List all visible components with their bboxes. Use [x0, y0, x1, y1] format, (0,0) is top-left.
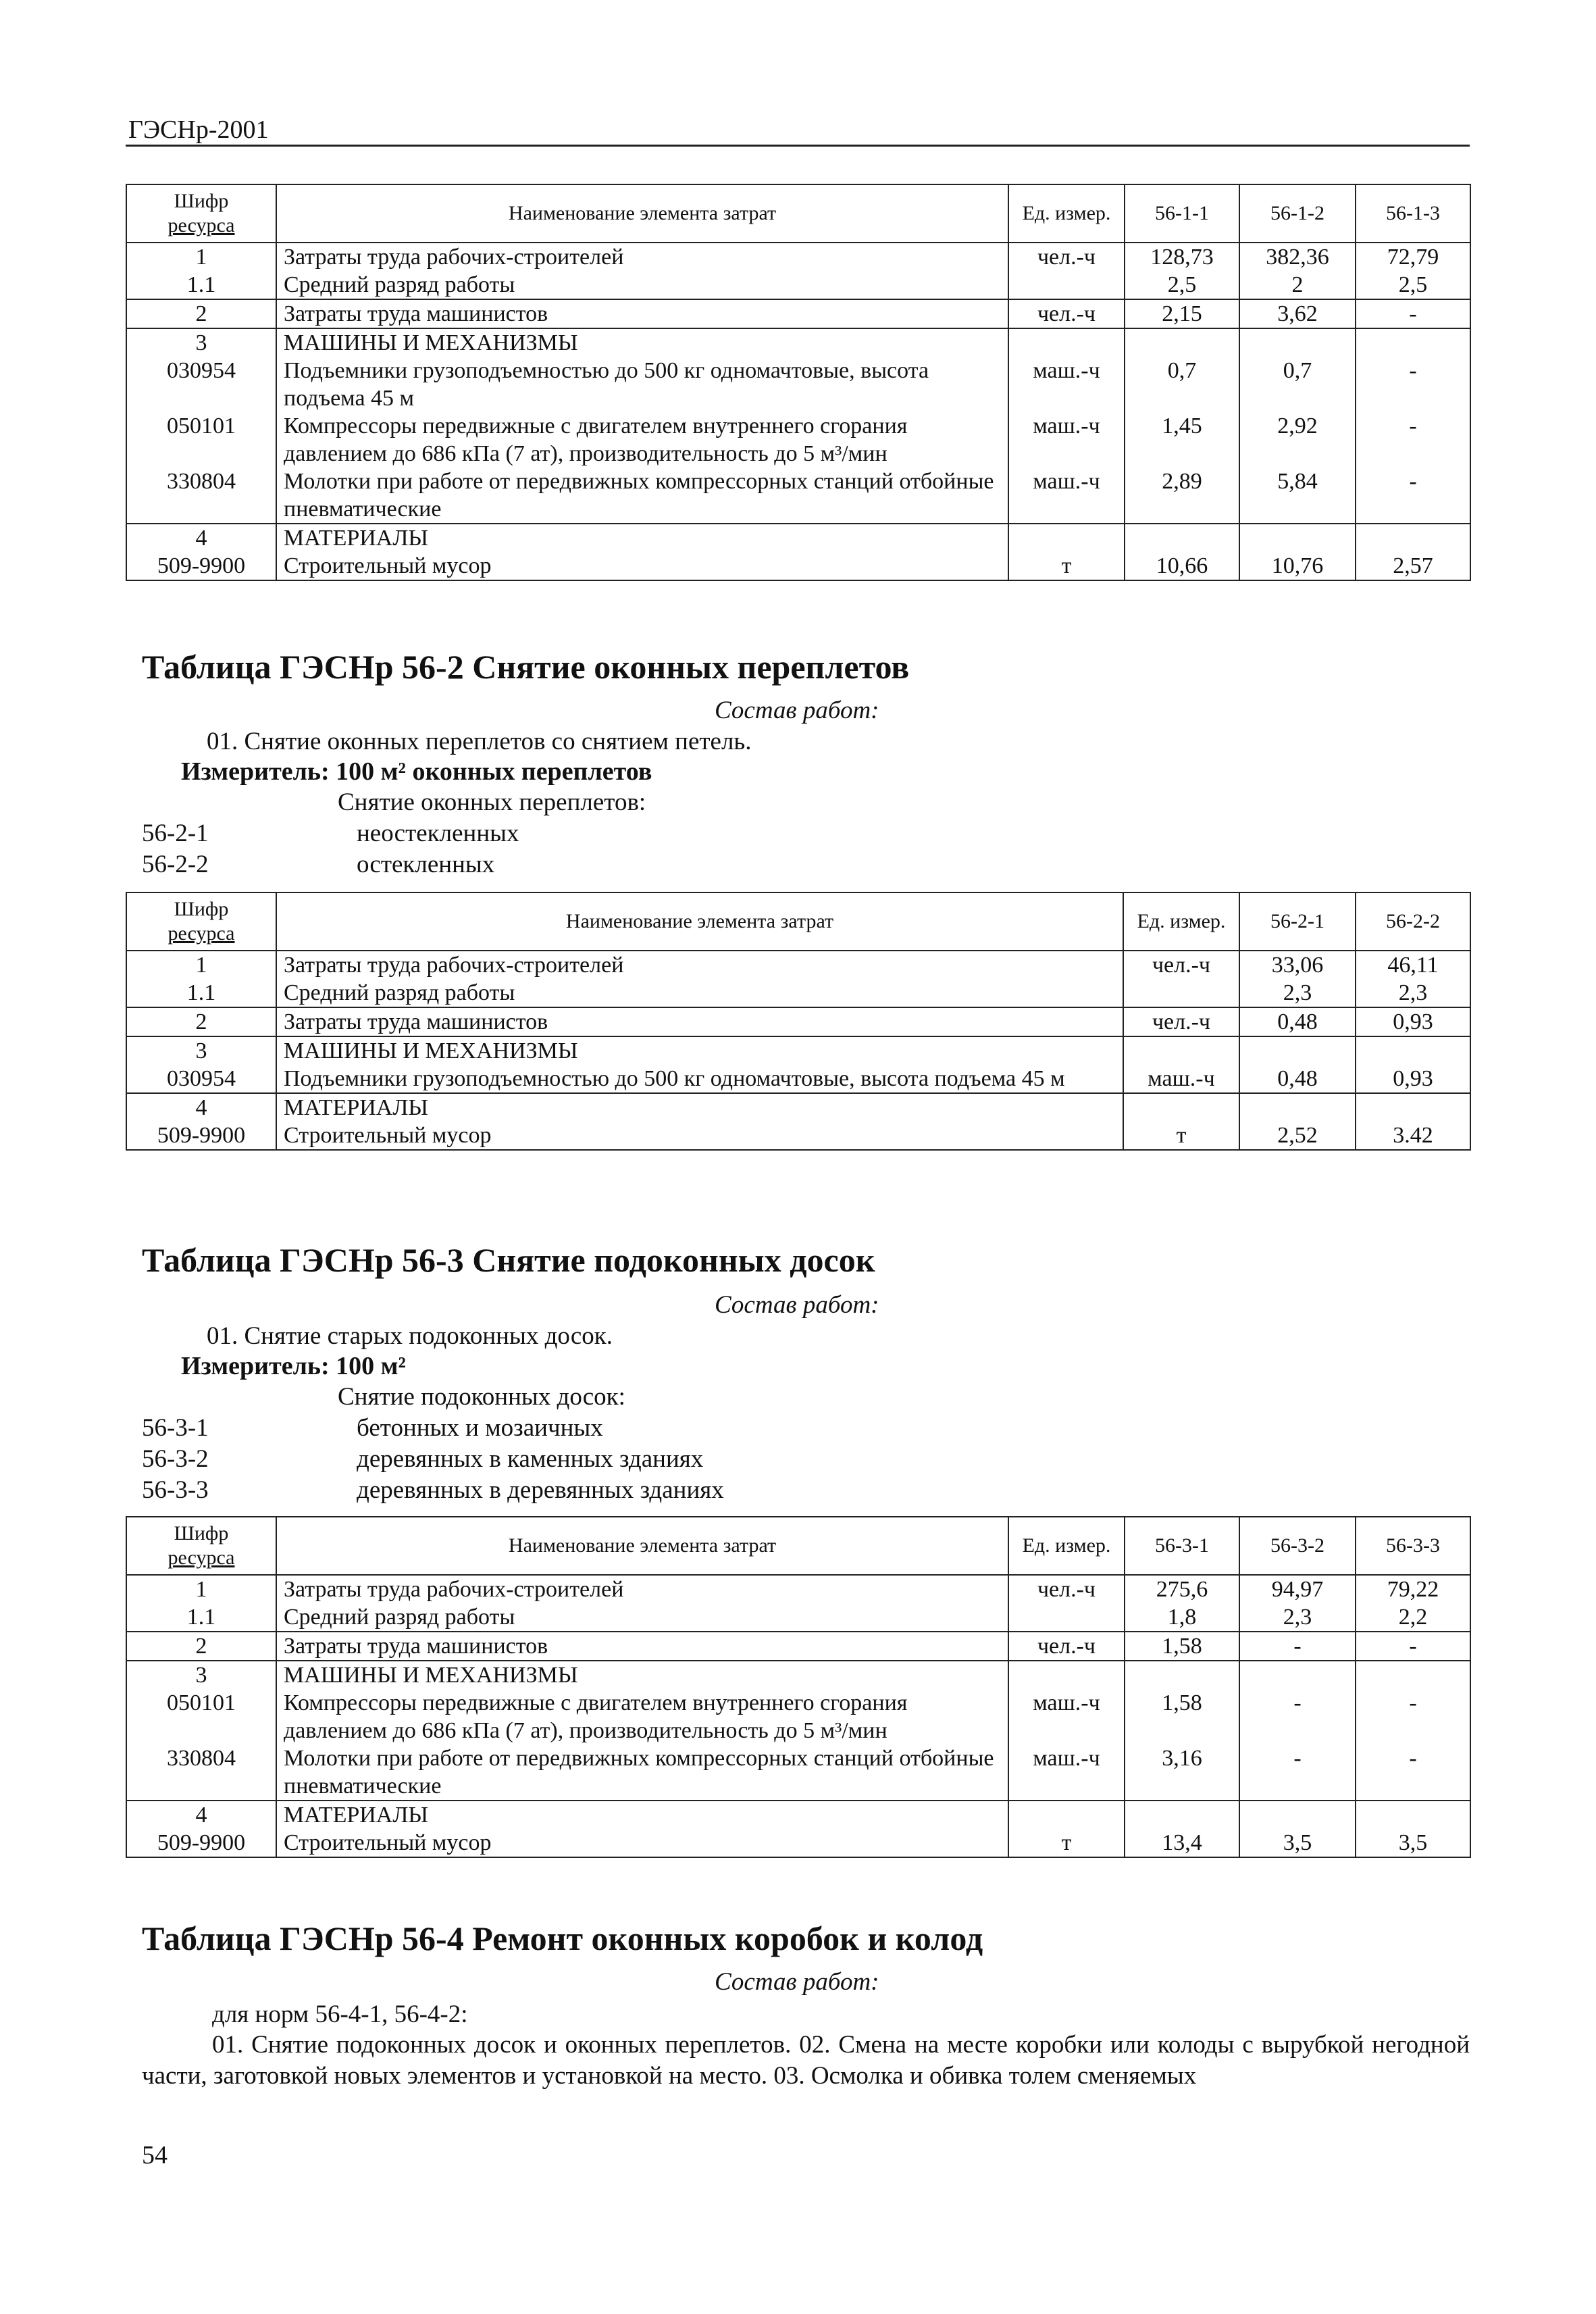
cell-value: 10,66	[1125, 552, 1239, 580]
table-row	[126, 1603, 1470, 1632]
col-header-norm: 56-1-1	[1125, 184, 1239, 243]
cell-name: Строительный мусор	[276, 1829, 1008, 1857]
cell-value: -	[1356, 1689, 1470, 1744]
cell-unit: т	[1123, 1122, 1239, 1150]
cell-value: -	[1356, 412, 1470, 468]
cell-value	[1125, 1801, 1239, 1829]
cell-group-heading: МАТЕРИАЛЫ	[276, 524, 1008, 552]
col-header-norm: 56-1-2	[1239, 184, 1356, 243]
table-row	[126, 271, 1470, 299]
cell-value: 1,8	[1125, 1603, 1239, 1632]
cell-value: 3,16	[1125, 1744, 1239, 1801]
cell-name: Средний разряд работы	[276, 979, 1123, 1007]
norm-code: 56-3-1	[142, 1414, 209, 1442]
norm-list-lead: Снятие оконных переплетов:	[338, 788, 646, 816]
cell-name: Затраты труда машинистов	[276, 1007, 1123, 1036]
cell-code: 3	[126, 1036, 276, 1065]
norm-table-56-3	[126, 1516, 1471, 1858]
cell-value: 2,89	[1125, 468, 1239, 524]
running-header: ГЭСНр-2001	[128, 116, 269, 144]
cell-name: Молотки при работе от передвижных компрессорных станций отбойные пневматические	[276, 468, 1008, 524]
cell-value: 3.42	[1356, 1122, 1470, 1150]
cell-value: 2,5	[1125, 271, 1239, 299]
cell-code: 3	[126, 1661, 276, 1689]
cell-code: 509-9900	[126, 1829, 276, 1857]
work-step: 01. Снятие оконных переплетов со снятием петель.	[207, 728, 752, 755]
cell-unit	[1008, 524, 1125, 552]
table-header-row	[126, 1517, 1470, 1575]
table-row	[126, 468, 1470, 524]
cell-name: Подъемники грузоподъемностью до 500 кг одномачтовые, высота подъема 45 м	[276, 357, 1008, 412]
col-header-norm: 56-3-2	[1239, 1517, 1356, 1575]
norm-code: 56-3-2	[142, 1445, 209, 1473]
norms-reference: для норм 56-4-1, 56-4-2:	[212, 2001, 468, 2028]
cell-code: 030954	[126, 357, 276, 412]
cell-name: Затраты труда машинистов	[276, 1632, 1008, 1661]
table-title-56-3: Таблица ГЭСНр 56-3 Снятие подоконных досок	[142, 1241, 875, 1279]
cell-group-heading: МАТЕРИАЛЫ	[276, 1093, 1123, 1122]
header-rule	[126, 145, 1470, 147]
cell-value: 1,58	[1125, 1689, 1239, 1744]
cell-value: 2	[1239, 271, 1356, 299]
cell-code: 2	[126, 299, 276, 328]
cell-name: Молотки при работе от передвижных компрессорных станций отбойные пневматические	[276, 1744, 1008, 1801]
cell-unit: маш.-ч	[1008, 468, 1125, 524]
col-header-code: Шифр ресурса	[126, 892, 276, 951]
cell-value	[1356, 1661, 1470, 1689]
work-composition-label: Состав работ:	[715, 1968, 879, 1996]
cell-value: 0,7	[1125, 357, 1239, 412]
cell-value: -	[1356, 357, 1470, 412]
col-header-norm: 56-2-2	[1356, 892, 1470, 951]
norm-code: 56-2-2	[142, 851, 209, 878]
norm-item	[142, 1476, 724, 1505]
cell-value	[1125, 524, 1239, 552]
cell-value: 1,58	[1125, 1632, 1239, 1661]
cell-value: 0,48	[1239, 1007, 1356, 1036]
cell-value: 0,93	[1356, 1065, 1470, 1093]
table-title-56-4: Таблица ГЭСНр 56-4 Ремонт оконных коробок и колод	[142, 1919, 983, 1957]
table-row	[126, 524, 1470, 552]
table-row	[126, 1065, 1470, 1093]
table-row	[126, 328, 1470, 357]
cell-code: 050101	[126, 1689, 276, 1744]
cell-value	[1239, 1093, 1356, 1122]
cell-code: 4	[126, 1093, 276, 1122]
cell-name: Компрессоры передвижные с двигателем внутреннего сгорания давлением до 686 кПа (7 ат), производительность до 5 м³/мин	[276, 412, 1008, 468]
cell-value: 382,36	[1239, 243, 1356, 271]
col-header-name: Наименование элемента затрат	[276, 1517, 1008, 1575]
cell-value: 5,84	[1239, 468, 1356, 524]
cell-name: Затраты труда рабочих-строителей	[276, 1575, 1008, 1603]
cell-value: 13,4	[1125, 1829, 1239, 1857]
table-row	[126, 1744, 1470, 1801]
norm-name: остекленных	[357, 851, 495, 878]
cell-code: 1.1	[126, 271, 276, 299]
cell-value: -	[1356, 468, 1470, 524]
cell-unit	[1008, 1801, 1125, 1829]
cell-value: 2,92	[1239, 412, 1356, 468]
cell-unit: маш.-ч	[1008, 1689, 1125, 1744]
cell-value	[1356, 1093, 1470, 1122]
col-header-name: Наименование элемента затрат	[276, 892, 1123, 951]
cell-value: 2,15	[1125, 299, 1239, 328]
col-header-code: Шифр ресурса	[126, 184, 276, 243]
cell-unit	[1123, 1036, 1239, 1065]
cell-value: 3,5	[1239, 1829, 1356, 1857]
norm-item	[142, 1444, 704, 1474]
cell-code: 1.1	[126, 1603, 276, 1632]
table-header-row	[126, 892, 1470, 951]
page-number: 54	[142, 2141, 168, 2169]
cell-name: Подъемники грузоподъемностью до 500 кг одномачтовые, высота подъема 45 м	[276, 1065, 1123, 1093]
cell-value	[1239, 328, 1356, 357]
table-row	[126, 1007, 1470, 1036]
cell-value: 2,57	[1356, 552, 1470, 580]
col-header-unit: Ед. измер.	[1008, 1517, 1125, 1575]
cell-name: Средний разряд работы	[276, 271, 1008, 299]
cell-name: Средний разряд работы	[276, 1603, 1008, 1632]
cell-value: 2,52	[1239, 1122, 1356, 1150]
work-composition-label: Состав работ:	[715, 1291, 879, 1319]
norm-name: деревянных в деревянных зданиях	[357, 1476, 724, 1504]
cell-value: 46,11	[1356, 951, 1470, 979]
measure-unit: Измеритель: 100 м² оконных переплетов	[181, 757, 652, 786]
cell-unit: чел.-ч	[1008, 299, 1125, 328]
cell-code: 509-9900	[126, 552, 276, 580]
cell-unit	[1123, 979, 1239, 1007]
cell-value	[1356, 1801, 1470, 1829]
cell-value	[1125, 328, 1239, 357]
table-row	[126, 243, 1470, 271]
table-row	[126, 951, 1470, 979]
cell-value: 1,45	[1125, 412, 1239, 468]
cell-unit	[1008, 328, 1125, 357]
cell-value	[1239, 1661, 1356, 1689]
cell-unit: чел.-ч	[1123, 951, 1239, 979]
table-row	[126, 1093, 1470, 1122]
cell-unit: маш.-ч	[1008, 357, 1125, 412]
cell-code: 050101	[126, 412, 276, 468]
table-row	[126, 979, 1470, 1007]
cell-unit: чел.-ч	[1008, 1575, 1125, 1603]
table-row	[126, 1661, 1470, 1689]
cell-value: -	[1239, 1632, 1356, 1661]
norm-code: 56-2-1	[142, 820, 209, 847]
cell-value: 72,79	[1356, 243, 1470, 271]
cell-value	[1239, 1036, 1356, 1065]
cell-code: 030954	[126, 1065, 276, 1093]
cell-group-heading: МАШИНЫ И МЕХАНИЗМЫ	[276, 1036, 1123, 1065]
cell-value: 2,3	[1356, 979, 1470, 1007]
cell-unit	[1008, 271, 1125, 299]
cell-unit	[1008, 1661, 1125, 1689]
norm-item	[142, 819, 519, 848]
norm-name: неостекленных	[357, 820, 519, 847]
table-row	[126, 1829, 1470, 1857]
table-row	[126, 1632, 1470, 1661]
cell-code: 1	[126, 243, 276, 271]
col-header-norm: 56-3-3	[1356, 1517, 1470, 1575]
cell-unit: т	[1008, 1829, 1125, 1857]
norm-table-56-1	[126, 184, 1471, 581]
cell-value: 3,5	[1356, 1829, 1470, 1857]
cell-unit: чел.-ч	[1008, 243, 1125, 271]
measure-unit: Измеритель: 100 м²	[181, 1352, 406, 1380]
col-header-name: Наименование элемента затрат	[276, 184, 1008, 243]
table-row	[126, 1036, 1470, 1065]
cell-value	[1356, 328, 1470, 357]
cell-value: 2,3	[1239, 1603, 1356, 1632]
cell-name: Затраты труда машинистов	[276, 299, 1008, 328]
cell-name: Компрессоры передвижные с двигателем внутреннего сгорания давлением до 686 кПа (7 ат), производительность до 5 м³/мин	[276, 1689, 1008, 1744]
work-composition-label: Состав работ:	[715, 697, 879, 724]
col-header-code: Шифр ресурса	[126, 1517, 276, 1575]
table-row	[126, 552, 1470, 580]
norm-item	[142, 1413, 603, 1442]
cell-code: 4	[126, 524, 276, 552]
cell-code: 2	[126, 1007, 276, 1036]
cell-value: 275,6	[1125, 1575, 1239, 1603]
cell-unit: маш.-ч	[1008, 1744, 1125, 1801]
table-header-row	[126, 184, 1470, 243]
cell-code: 1	[126, 1575, 276, 1603]
cell-name: Затраты труда рабочих-строителей	[276, 243, 1008, 271]
norm-code: 56-3-3	[142, 1476, 209, 1504]
cell-value: 0,7	[1239, 357, 1356, 412]
cell-code: 509-9900	[126, 1122, 276, 1150]
cell-value	[1356, 524, 1470, 552]
cell-value: -	[1356, 299, 1470, 328]
table-row	[126, 1575, 1470, 1603]
cell-unit: чел.-ч	[1123, 1007, 1239, 1036]
cell-code: 1.1	[126, 979, 276, 1007]
cell-value: 128,73	[1125, 243, 1239, 271]
norm-list-lead: Снятие подоконных досок:	[338, 1383, 625, 1411]
table-row	[126, 1689, 1470, 1744]
cell-value: 3,62	[1239, 299, 1356, 328]
cell-value	[1239, 524, 1356, 552]
cell-unit: маш.-ч	[1008, 412, 1125, 468]
table-row	[126, 357, 1470, 412]
cell-value: 0,48	[1239, 1065, 1356, 1093]
cell-code: 330804	[126, 1744, 276, 1801]
cell-value	[1239, 1801, 1356, 1829]
cell-value: 0,93	[1356, 1007, 1470, 1036]
norm-name: бетонных и мозаичных	[357, 1414, 603, 1442]
cell-code: 4	[126, 1801, 276, 1829]
cell-value	[1356, 1036, 1470, 1065]
work-description: 01. Снятие подоконных досок и оконных переплетов. 02. Смена на месте коробки или колоды с вырубкой негодной части, заготовкой новых элементов и установкой на место. 03. Осмолка и обивка толем сменяемых	[142, 2031, 1470, 2090]
cell-value: 2,2	[1356, 1603, 1470, 1632]
work-step: 01. Снятие старых подоконных досок.	[207, 1322, 613, 1350]
table-title-56-2: Таблица ГЭСНр 56-2 Снятие оконных переплетов	[142, 648, 910, 686]
cell-name: Затраты труда рабочих-строителей	[276, 951, 1123, 979]
col-header-norm: 56-1-3	[1356, 184, 1470, 243]
col-header-norm: 56-2-1	[1239, 892, 1356, 951]
table-row	[126, 1122, 1470, 1150]
cell-code: 3	[126, 328, 276, 357]
cell-code: 1	[126, 951, 276, 979]
cell-name: Строительный мусор	[276, 552, 1008, 580]
cell-value: 79,22	[1356, 1575, 1470, 1603]
cell-name: Строительный мусор	[276, 1122, 1123, 1150]
norm-name: деревянных в каменных зданиях	[357, 1445, 704, 1473]
cell-code: 2	[126, 1632, 276, 1661]
cell-unit: маш.-ч	[1123, 1065, 1239, 1093]
cell-unit	[1008, 1603, 1125, 1632]
cell-value	[1125, 1661, 1239, 1689]
cell-value: -	[1239, 1744, 1356, 1801]
cell-unit	[1123, 1093, 1239, 1122]
norm-item	[142, 850, 495, 879]
cell-value: -	[1356, 1744, 1470, 1801]
cell-value: 33,06	[1239, 951, 1356, 979]
cell-unit: т	[1008, 552, 1125, 580]
cell-value: 2,5	[1356, 271, 1470, 299]
norm-table-56-2	[126, 892, 1471, 1151]
cell-value: 2,3	[1239, 979, 1356, 1007]
cell-code: 330804	[126, 468, 276, 524]
table-row	[126, 412, 1470, 468]
cell-value: 10,76	[1239, 552, 1356, 580]
cell-group-heading: МАШИНЫ И МЕХАНИЗМЫ	[276, 328, 1008, 357]
table-row	[126, 299, 1470, 328]
table-row	[126, 1801, 1470, 1829]
cell-value: 94,97	[1239, 1575, 1356, 1603]
col-header-unit: Ед. измер.	[1008, 184, 1125, 243]
col-header-norm: 56-3-1	[1125, 1517, 1239, 1575]
cell-group-heading: МАТЕРИАЛЫ	[276, 1801, 1008, 1829]
cell-value: -	[1239, 1689, 1356, 1744]
cell-unit: чел.-ч	[1008, 1632, 1125, 1661]
cell-value: -	[1356, 1632, 1470, 1661]
cell-group-heading: МАШИНЫ И МЕХАНИЗМЫ	[276, 1661, 1008, 1689]
col-header-unit: Ед. измер.	[1123, 892, 1239, 951]
